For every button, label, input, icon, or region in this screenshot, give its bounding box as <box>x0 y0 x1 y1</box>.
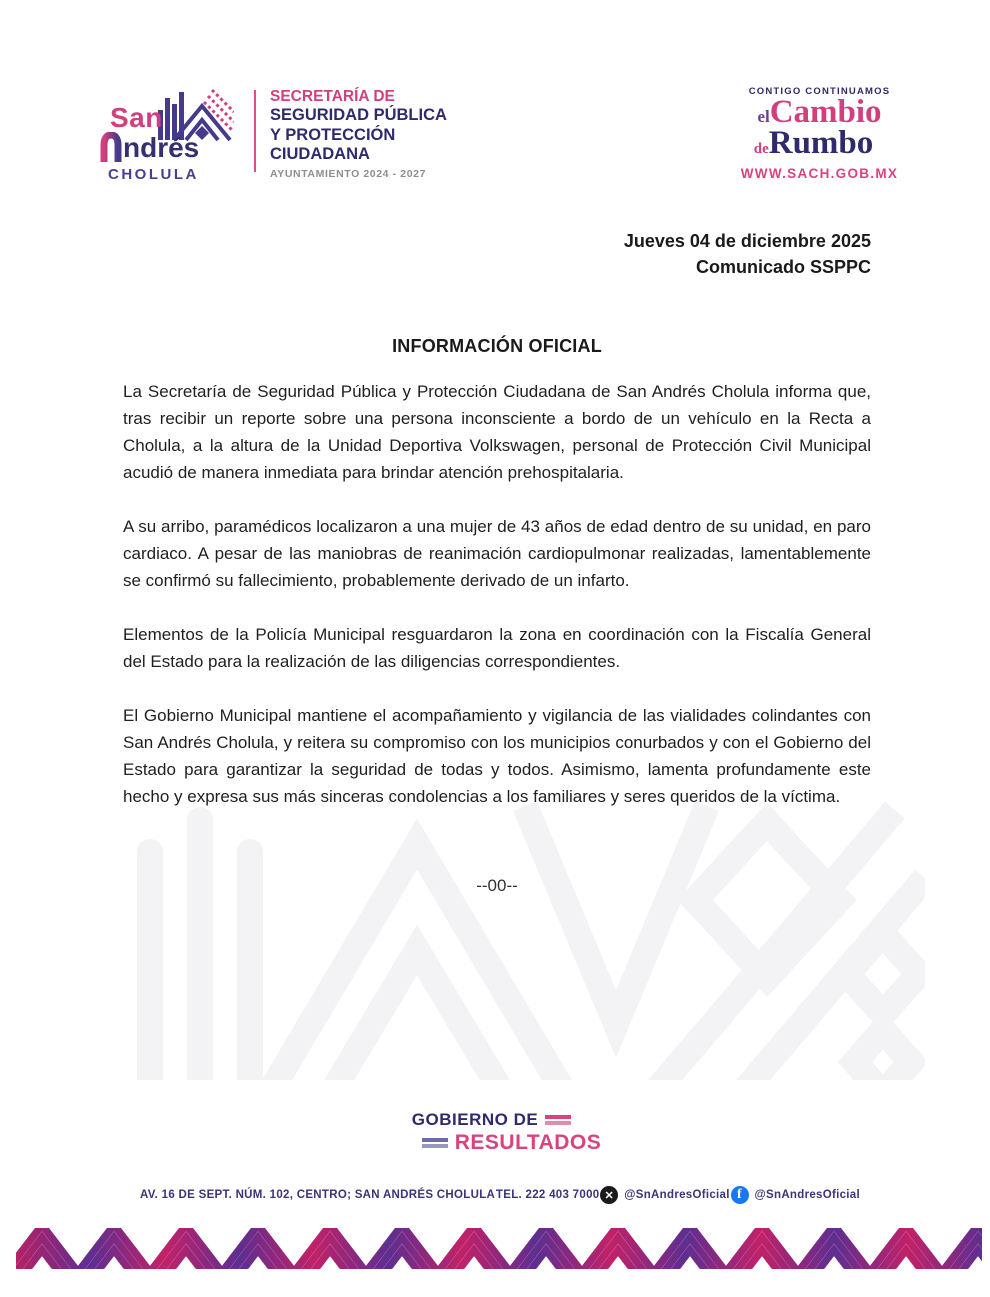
zigzag-border <box>16 1228 982 1269</box>
city-name-cholula: CHOLULA <box>108 166 199 183</box>
address-text: AV. 16 DE SEPT. NÚM. 102, CENTRO; SAN ANDRÉS CHOLULA <box>140 1189 496 1201</box>
document-title: INFORMACIÓN OFICIAL <box>392 336 602 356</box>
logo-cambio: Cambio <box>769 94 882 130</box>
municipal-logo <box>100 84 447 196</box>
slogan-line2: RESULTADOS <box>454 1131 602 1154</box>
secretariat-line4: CIUDADANA <box>270 145 370 164</box>
pink-dashes-icon <box>545 1113 571 1128</box>
secretariat-term: AYUNTAMIENTO 2024 - 2027 <box>270 167 427 180</box>
x-handle: @SnAndresOficial <box>624 1189 730 1201</box>
logo-rumbo: Rumbo <box>768 125 874 162</box>
logo-de: de <box>753 141 769 158</box>
logo-el: el <box>757 107 770 126</box>
paragraph-2: A su arribo, paramédicos localizaron a una mujer de 43 años de edad dentro de su unidad, en paro cardiaco. A pesar de las maniobras de reanimación cardiopulmonar realizadas, lamentablemente se confirmó su fallecimiento, probablemente derivado de un infarto. <box>123 517 871 590</box>
contact-bar <box>140 1186 860 1204</box>
date-line: Jueves 04 de diciembre 2025 <box>623 231 871 251</box>
stylized-a-glyph <box>100 132 122 162</box>
secretariat-line1: SECRETARÍA DE <box>270 88 395 105</box>
city-wordmark <box>100 84 238 196</box>
tagline: CONTIGO CONTINUAMOS <box>748 86 891 97</box>
secretariat-line3: Y PROTECCIÓN <box>270 125 396 144</box>
facebook-handle: @SnAndresOficial <box>754 1189 860 1201</box>
city-name-andres <box>100 132 199 162</box>
secretariat-line2: SEGURIDAD PÚBLICA <box>270 106 447 125</box>
bulletin-id: Comunicado SSPPC <box>695 257 871 277</box>
government-slogan <box>0 1110 990 1155</box>
document-body <box>123 378 871 837</box>
paragraph-4: El Gobierno Municipal mantiene el acompañamiento y vigilancia de las vialidades colindantes con San Andrés Cholula, y reitera su compromiso con los municipios conurbados y con el Gobierno del Estado para garantizar la seguridad de todas y todos. Asimismo, lamenta profundamente este hecho y expresa sus más sinceras condolencias a los familiares y seres queridos de la víctima. <box>123 706 871 806</box>
phone-text: TEL. 222 403 7000 <box>495 1189 600 1201</box>
social-facebook <box>731 1186 860 1204</box>
slogan-line1: GOBIERNO DE <box>411 1110 539 1129</box>
social-x <box>600 1186 729 1204</box>
cambio-de-rumbo-logo <box>707 84 932 196</box>
logo-line-rumbo <box>695 125 932 162</box>
end-of-release-mark: --00-- <box>476 876 518 895</box>
logo-line-cambio <box>707 94 932 130</box>
city-name-san: San <box>110 102 163 133</box>
website-url: WWW.SACH.GOB.MX <box>740 165 899 181</box>
header <box>100 84 932 196</box>
city-name-andres-text: ndrés <box>123 132 200 163</box>
secretariat-name <box>270 84 447 180</box>
meta-block <box>624 228 871 280</box>
purple-dashes-icon <box>422 1136 448 1151</box>
paragraph-3: Elementos de la Policía Municipal resguardaron la zona en coordinación con la Fiscalía General del Estado para la realización de las diligencias correspondientes. <box>123 625 871 671</box>
paragraph-1: La Secretaría de Seguridad Pública y Protección Ciudadana de San Andrés Cholula informa que, tras recibir un reporte sobre una persona inconsciente a bordo de un vehículo en la Recta a Cholula, a la altura de la Unidad Deportiva Volkswagen, personal de Protección Civil Municipal acudió de manera inmediata para brindar atención prehospitalaria. <box>123 382 871 482</box>
x-icon: ✕ <box>600 1186 618 1204</box>
slogan-line2-row <box>415 1131 602 1155</box>
logo-divider <box>254 90 256 172</box>
slogan-line1-row <box>412 1110 578 1130</box>
facebook-icon: f <box>731 1186 749 1204</box>
